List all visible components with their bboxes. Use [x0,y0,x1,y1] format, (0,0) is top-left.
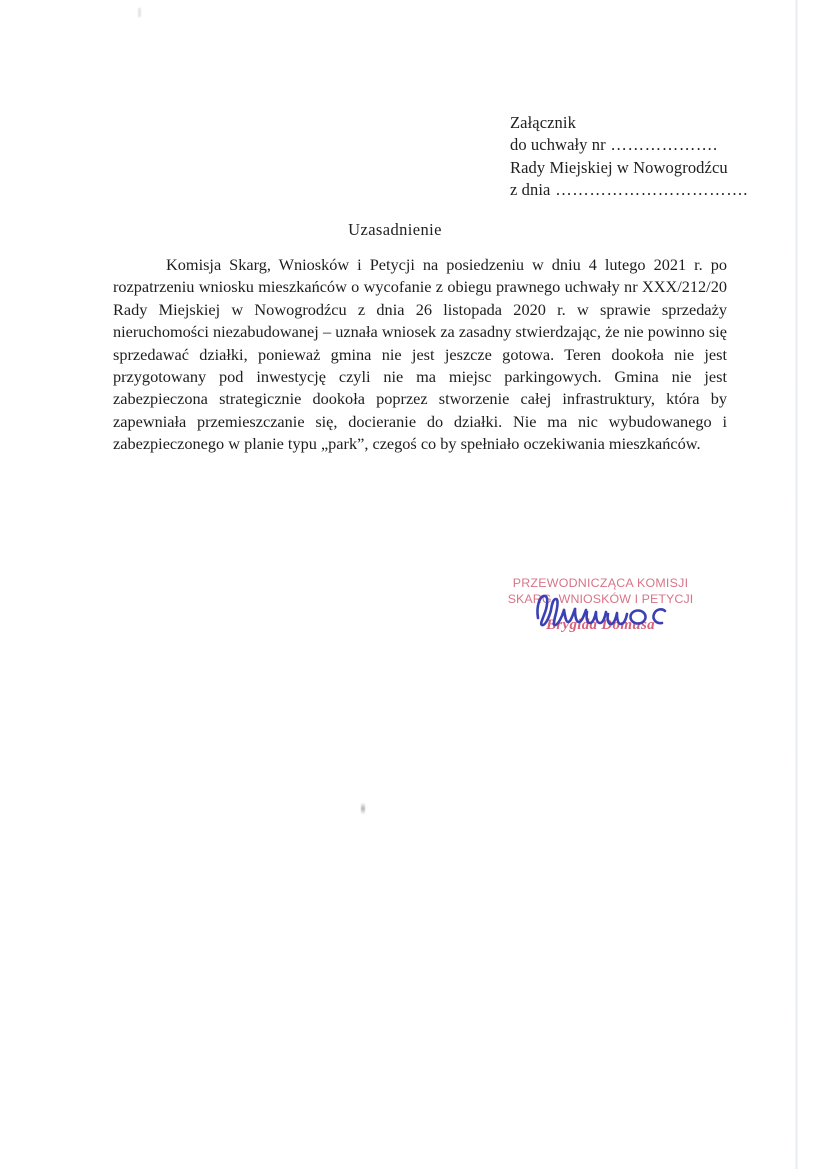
header-line-rada-miejska: Rady Miejskiej w Nowogrodźcu [510,157,728,177]
signature-block [490,566,720,661]
header-dots-z-dnia: ……………………………. [550,179,749,199]
header-label-z-dnia: z dnia [510,179,551,199]
header-dots-uchwala: ………………. [605,135,718,155]
signer-name-stamp: Brygida Domusa [546,617,655,633]
header-line-uchwala-nr [510,134,770,156]
stamp-line-2: SKARG, WNIOSKÓW I PETYCJI [507,592,694,607]
stamp-line-1: PRZEWODNICZĄCA KOMISJI [512,576,689,590]
scan-speck-artifact [361,803,365,814]
header-label-uchwala: do uchwały nr [510,135,606,155]
official-stamp-text [498,575,703,607]
scan-speck-artifact-top [138,8,141,17]
attachment-reference-block [510,112,770,201]
header-line-zalacznik: Załącznik [510,113,576,132]
scan-edge-artifact [795,0,798,1169]
header-line-z-dnia [510,179,770,201]
body-paragraph: Komisja Skarg, Wniosków i Petycji na posiedzeniu w dniu 4 lutego 2021 r. po rozpatrzeniu wniosku mieszkańców o wycofanie z obiegu prawnego uchwały nr XXX/212/20 Rady Miejskiej w Nowogrodźcu z dnia 26 listopada 2020 r. w sprawie sprzedaży nieruchomości niezabudowanej – uznała wniosek za zasadny stwierdzając, że nie powinno się sprzedawać działki, ponieważ gmina nie jest jeszcze gotowa. Teren dookoła nie jest przygotowany pod inwestycję czyli nie ma miejsc parkingowych. Gmina nie jest zabezpieczona strategicznie dookoła poprzez stworzenie całej infrastruktury, która by zapewniała przemieszczanie się, docieranie do działki. Nie ma nic wybudowanego i zabezpieczonego w planie typu „park”, czegoś co by spełniało oczekiwania mieszkańców. [113,255,727,454]
page-title: Uzasadnienie [348,220,442,239]
